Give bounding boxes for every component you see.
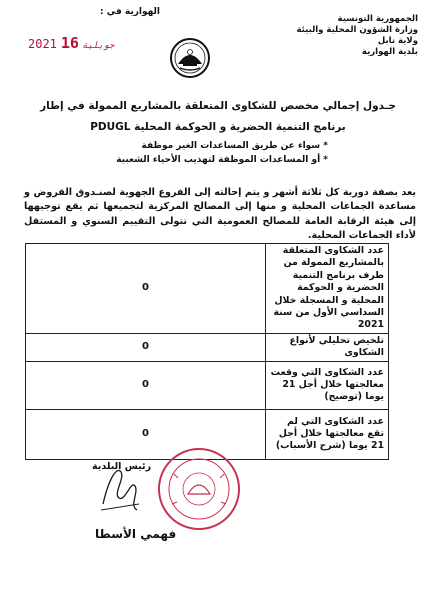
table-row [26, 333, 389, 361]
table-cell-value: 0 [26, 361, 266, 409]
date-label: الهوارية في : [100, 7, 161, 17]
table-cell-value: 0 [26, 244, 266, 334]
date-day: 16 [60, 34, 79, 52]
handwritten-signature-icon [95, 458, 145, 516]
document-title-line1: جـدول إجمالي مخصص للشكاوى المتعلقة بالمشاريع الممولة في إطار [40, 100, 396, 112]
document-title-line2: برنامج التنمية الحضرية و الحوكمة المحلية PDUGL [90, 121, 346, 133]
header-line-governorate: ولاية نابل [377, 36, 418, 46]
table-cell-value: 0 [26, 409, 266, 459]
signature-role: رئيس البلدية [92, 461, 152, 472]
municipality-emblem-icon [168, 36, 212, 80]
table-cell-label: عدد الشكاوى المتعلقة بالمشاريع الممولة من طرف برنامج التنمية الحضرية و الحوكمة المحلية و المسجلة خلال السداسي الأول من سنة 2021 [266, 244, 389, 334]
handwritten-date [28, 34, 117, 52]
header-line-ministry: وزارة الشؤون المحلية والبيئة [296, 25, 418, 35]
intro-paragraph: يعد بصفة دورية كل ثلاثة أشهر و يتم إحالته إلى الفروع الجهوية لصنـدوق القروض و مساعدة الجماعات المحلية و منها إلى المصالح المركزية لتجميعها ثم يقع توجيهها إلى هيئة الرقابة العامة للمصالح العمومية التي تتولى التقييم السنوي و المستقل لأداء الجماعات المحلية. [24, 187, 416, 241]
date-month: جويلية [81, 41, 115, 51]
header-line-republic: الجمهورية التونسية [337, 14, 418, 24]
official-stamp-icon [154, 444, 244, 534]
table-cell-value: 0 [26, 333, 266, 361]
table-cell-label: عدد الشكاوى التي لم تقع معالجتها خلال أجل 21 يوما (شرح الأسباب) [266, 409, 389, 459]
table-cell-label: تلخيص تحليلي لأنواع الشكاوى [266, 333, 389, 361]
bullet-item: * أو المساعدات الموظفة لتهذيب الأحياء الشعبية [116, 155, 328, 165]
table-row [26, 361, 389, 409]
header-line-municipality: بلدية الهوارية [361, 47, 418, 57]
table-cell-label: عدد الشكاوى التي وقعت معالجتها خلال أجل 21 يوما (توضيح) [266, 361, 389, 409]
signature-name: فهمي الأسطا [95, 527, 177, 541]
bullet-item: * سواء عن طريق المساعدات الغير موظفة [141, 141, 328, 151]
table-row [26, 244, 389, 334]
complaints-table [25, 243, 389, 460]
date-year: 2021 [28, 37, 57, 51]
